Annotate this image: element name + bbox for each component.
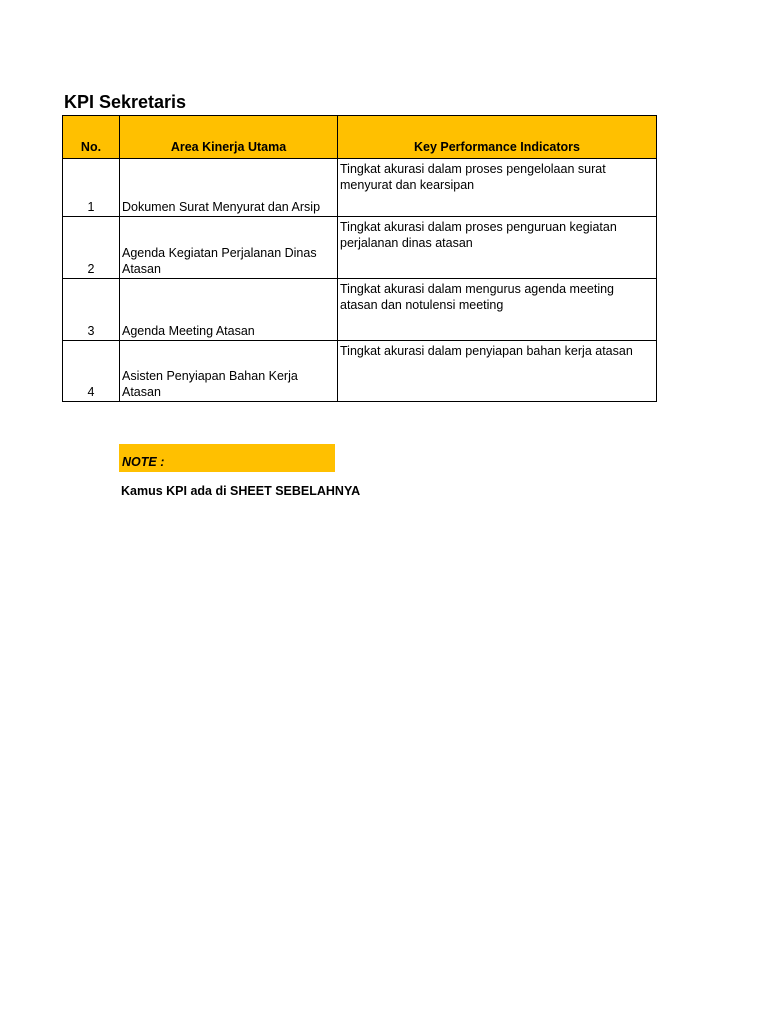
header-no: No. bbox=[63, 116, 120, 159]
row-area: Asisten Penyiapan Bahan Kerja Atasan bbox=[120, 341, 338, 402]
table-row bbox=[63, 217, 657, 279]
table-row bbox=[63, 279, 657, 341]
row-kpi: Tingkat akurasi dalam mengurus agenda meeting atasan dan notulensi meeting bbox=[338, 279, 657, 341]
row-area: Dokumen Surat Menyurat dan Arsip bbox=[120, 159, 338, 217]
header-kpi: Key Performance Indicators bbox=[338, 116, 657, 159]
row-area: Agenda Meeting Atasan bbox=[120, 279, 338, 341]
table-header-row bbox=[63, 116, 657, 159]
row-kpi: Tingkat akurasi dalam proses pengelolaan surat menyurat dan kearsipan bbox=[338, 159, 657, 217]
row-area: Agenda Kegiatan Perjalanan Dinas Atasan bbox=[120, 217, 338, 279]
row-kpi: Tingkat akurasi dalam proses penguruan kegiatan perjalanan dinas atasan bbox=[338, 217, 657, 279]
header-area: Area Kinerja Utama bbox=[120, 116, 338, 159]
kpi-table bbox=[62, 115, 657, 402]
row-no: 2 bbox=[63, 217, 120, 279]
table-row bbox=[63, 159, 657, 217]
note-label: NOTE : bbox=[119, 444, 335, 472]
row-no: 1 bbox=[63, 159, 120, 217]
note-text: Kamus KPI ada di SHEET SEBELAHNYA bbox=[121, 484, 361, 498]
row-no: 4 bbox=[63, 341, 120, 402]
row-no: 3 bbox=[63, 279, 120, 341]
table-row bbox=[63, 341, 657, 402]
row-kpi: Tingkat akurasi dalam penyiapan bahan kerja atasan bbox=[338, 341, 657, 402]
page-title: KPI Sekretaris bbox=[64, 92, 187, 112]
